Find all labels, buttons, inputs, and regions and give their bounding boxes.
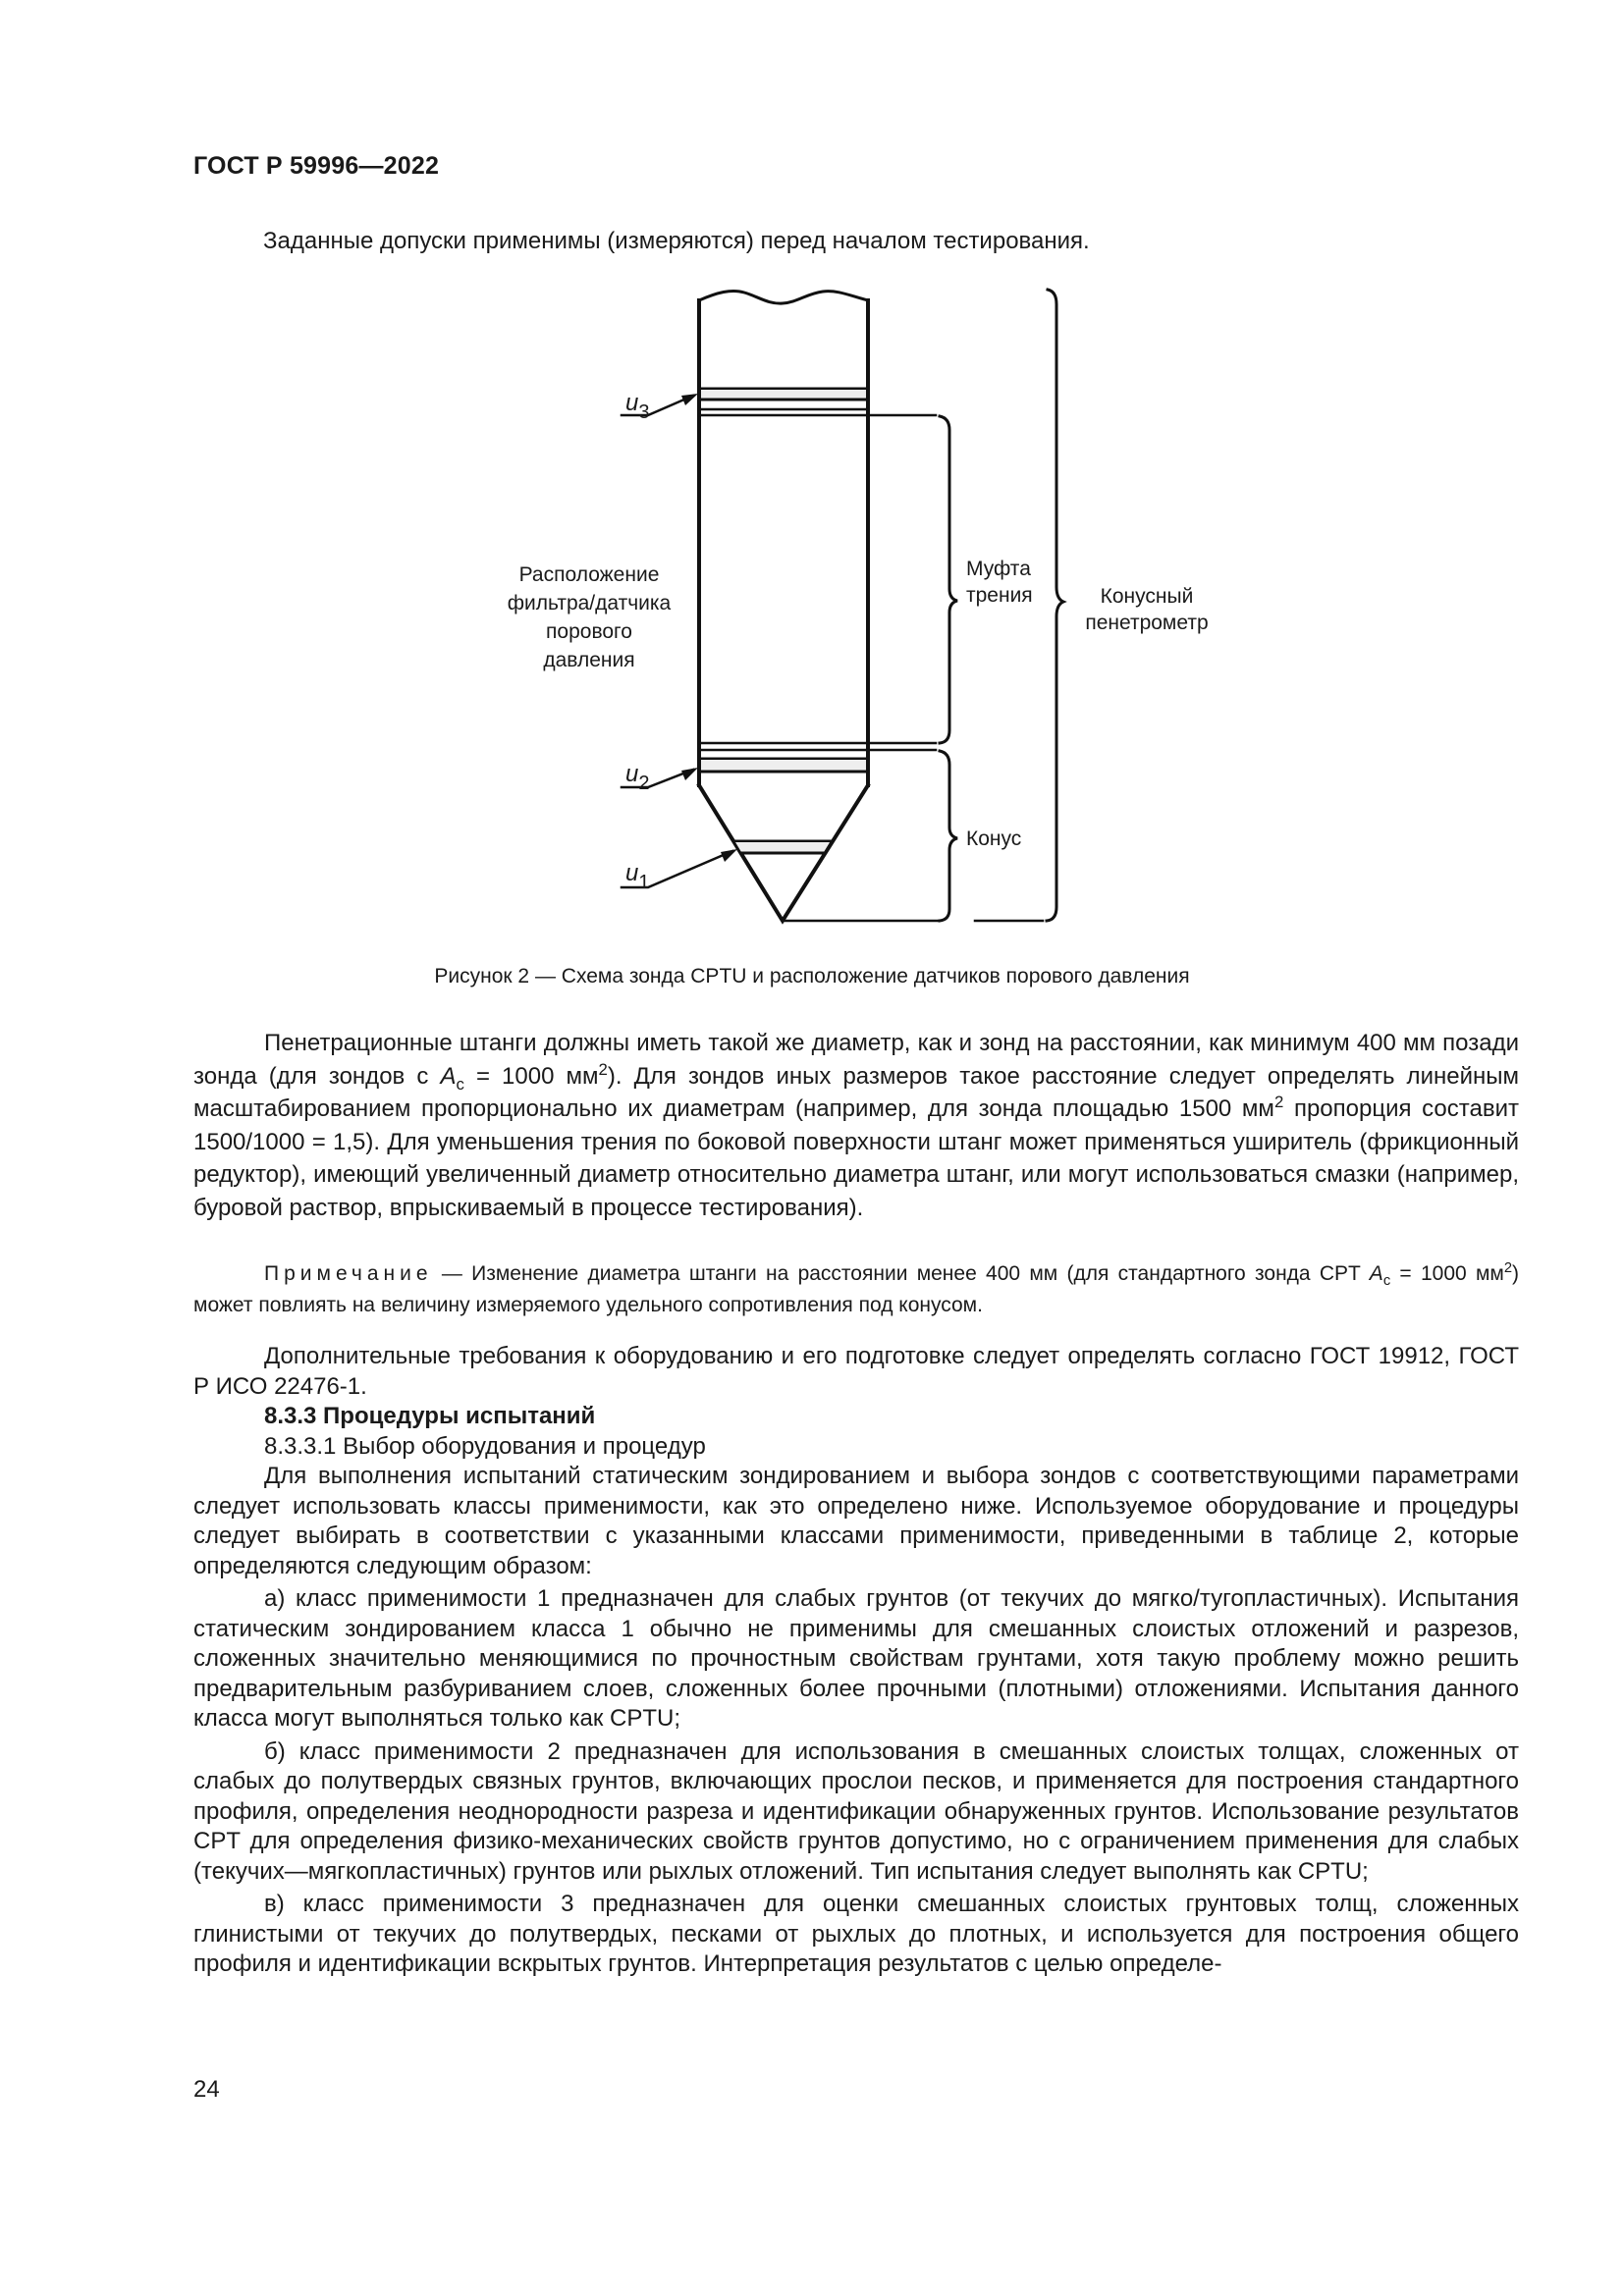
u2-filter-band <box>701 760 866 771</box>
paragraph-requirements: Дополнительные требования к оборудованию и его подготовке следует определять согласно ГОСТ 19912, ГОСТ Р ИСО 22476-1. <box>193 1343 1519 1400</box>
list-item-a: а) класс применимости 1 предназначен для слабых грунтов (от текучих до мягко/тугопластичных). Испытания статическим зондированием класса 1 обычно не применимы для смешанных слоистых отложений и разрезов, сложенных значительно меняющимися по прочностным свойствам грунтами, хотя такую проблему можно решить предварительным разбуриванием слоев, сложенных более прочными (плотными) отложениями. Испытания данного класса могут выполняться только как CPTU; <box>193 1585 1519 1732</box>
cone-bracket <box>940 751 957 921</box>
u1-filter-band <box>735 842 830 852</box>
note-label: Примечание <box>264 1262 433 1285</box>
paragraph-rods: Пенетрационные штанги должны иметь такой же диаметр, как и зонд на расстоянии, как минимум 400 мм позади зонда (для зондов с $A_c = 1000$ $мм^2$). Для зондов иных размеров такое расстояние следует определять линейным масштабированием пропорционально их диаметрам (например, для зонда площадью 1500 $мм^2$ пропорция составит 1500/1000 = 1,5). Для уменьшения трения по боковой поверхности штанг может применяться уширитель (фрикционный редуктор), имеющий увеличенный диаметр относительно диаметра штанг, или могут использоваться смазки (например, буровой раствор, впрыскиваемый в процессе тестирования). <box>193 1030 1519 1221</box>
section-heading: 8.3.3 Процедуры испытаний <box>264 1403 596 1429</box>
friction-sleeve-bracket <box>940 416 957 743</box>
document-header: ГОСТ Р 59996—2022 <box>193 152 440 180</box>
svg-text:Расположение: Расположение <box>518 563 660 586</box>
svg-text:Конусный: Конусный <box>1100 585 1194 608</box>
label-cone: Конус <box>966 828 1022 850</box>
section-intro: Для выполнения испытаний статическим зондированием и выбора зондов с соответствующими параметрами следует использовать классы применимости, как это определено ниже. Используемое оборудование и процедуры следует выбирать в соответствии с указанными классами применимости, приведенными в таблице 2, которые определяются следующим образом: <box>193 1463 1519 1579</box>
label-u1: $u_1$ <box>625 860 650 893</box>
note: Примечание — Изменение диаметра штанги на расстоянии менее 400 мм (для стандартного зонда CPT $A_c = 1000$ $мм^2$) может повлиять на величину измеряемого удельного сопротивления под конусом. <box>193 1260 1520 1316</box>
svg-text:Муфта: Муфта <box>966 558 1031 580</box>
figure-caption: Рисунок 2 — Схема зонда CPTU и расположение датчиков порового давления <box>434 965 1190 988</box>
intro-text: Заданные допуски применимы (измеряются) перед началом тестирования. <box>263 228 1090 254</box>
list-item-c: в) класс применимости 3 предназначен для оценки смешанных слоистых грунтовых толщ, сложенных глинистыми от текучих до полутвердых, песками от рыхлых до плотных, и используется для построения общего профиля и идентификации вскрытых грунтов. Интерпретация результатов с целью определе- <box>193 1891 1519 1977</box>
label-friction-sleeve <box>966 558 1033 607</box>
break-line <box>699 291 868 303</box>
page-number: 24 <box>193 2076 220 2103</box>
u3-arrowhead <box>681 394 698 405</box>
svg-text:фильтра/датчика: фильтра/датчика <box>507 592 672 614</box>
svg-text:порового: порового <box>546 620 632 643</box>
cone-penetrometer-bracket <box>1047 290 1063 921</box>
label-cone-penetrometer <box>1085 585 1208 634</box>
section-8-3-3 <box>193 1402 1519 1980</box>
list-item-b: б) класс применимости 2 предназначен для использования в смешанных слоистых толщах, сложенных от слабых до полутвердых связных грунтов, включающих прослои песков, и применяется для построения стандартного профиля, определения неоднородности разреза и идентификации обнаруженных грунтов. Использование результатов CPT для определения физико-механических свойств грунтов допустимо, но с ограничением применения для слабых (текучих—мягкопластичных) грунтов или рыхлых отложений. Тип испытания следует выполнять как CPTU; <box>193 1737 1519 1885</box>
svg-text:трения: трения <box>966 584 1033 607</box>
label-u3: $u_3$ <box>625 390 650 423</box>
u1-arrowhead <box>721 849 737 862</box>
label-filter-location <box>508 563 672 671</box>
subsection-heading: 8.3.3.1 Выбор оборудования и процедур <box>264 1432 706 1460</box>
svg-text:давления: давления <box>543 649 635 671</box>
label-u2: $u_2$ <box>625 761 650 794</box>
cptu-probe-diagram <box>0 0 1624 982</box>
u2-arrowhead <box>681 768 698 780</box>
svg-text:пенетрометр: пенетрометр <box>1085 612 1209 634</box>
